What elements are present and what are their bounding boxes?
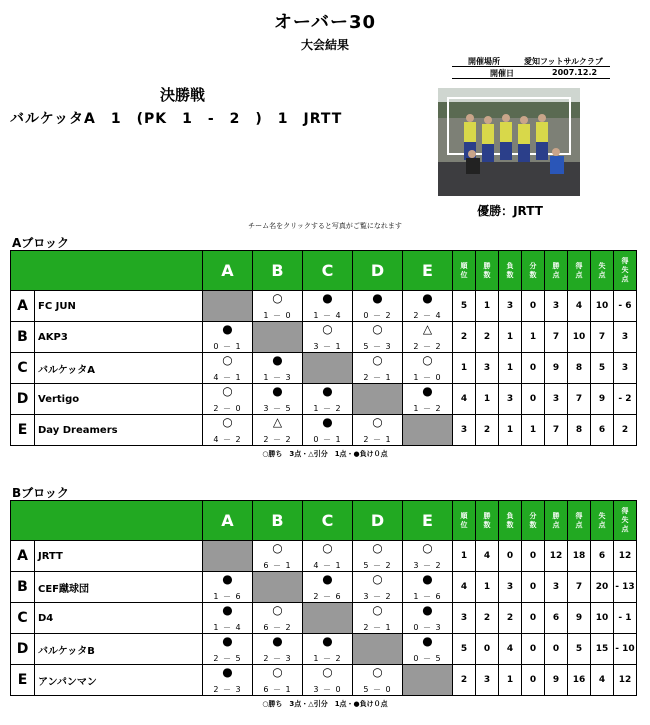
match-score: 1 － 2 bbox=[313, 404, 342, 413]
stat-value: 2 bbox=[453, 322, 476, 353]
header-blank bbox=[11, 501, 203, 541]
match-score: 3 － 2 bbox=[413, 561, 442, 570]
stat-value: 1 bbox=[476, 384, 499, 415]
match-score: 0 － 1 bbox=[213, 342, 242, 351]
stat-value: 3 bbox=[499, 384, 522, 415]
match-score: 2 － 3 bbox=[263, 654, 292, 663]
stat-value: 9 bbox=[545, 353, 568, 384]
stat-value: - 10 bbox=[614, 634, 637, 665]
stat-header: 勝 数 bbox=[476, 501, 499, 541]
result-mark: ○ bbox=[272, 291, 283, 305]
opponent-header: A bbox=[203, 501, 253, 541]
team-name-link[interactable]: バルケッタB bbox=[35, 634, 203, 665]
opponent-header: D bbox=[353, 251, 403, 291]
stat-value: 3 bbox=[453, 415, 476, 446]
match-result-cell bbox=[253, 603, 303, 634]
result-mark: ● bbox=[222, 572, 233, 586]
match-score: 2 － 2 bbox=[413, 342, 442, 351]
match-result-cell bbox=[253, 665, 303, 696]
stat-header: 順 位 bbox=[453, 501, 476, 541]
row-letter: B bbox=[11, 322, 35, 353]
stat-value: 1 bbox=[499, 353, 522, 384]
team-name-link[interactable]: Vertigo bbox=[35, 384, 203, 415]
stat-header: 勝 数 bbox=[476, 251, 499, 291]
match-score: 1 － 6 bbox=[213, 592, 242, 601]
table-row bbox=[11, 634, 637, 665]
stat-value: - 13 bbox=[614, 572, 637, 603]
match-result-cell bbox=[203, 384, 253, 415]
team-name-link[interactable]: Day Dreamers bbox=[35, 415, 203, 446]
match-score: 3 － 0 bbox=[313, 685, 342, 694]
table-header-row bbox=[11, 501, 637, 541]
result-mark: ○ bbox=[372, 415, 383, 429]
stat-value: 0 bbox=[522, 634, 545, 665]
table-row bbox=[11, 572, 637, 603]
stat-value: 1 bbox=[499, 665, 522, 696]
match-score: 2 － 0 bbox=[213, 404, 242, 413]
result-mark: ● bbox=[222, 634, 233, 648]
match-result-cell bbox=[353, 572, 403, 603]
result-mark: ○ bbox=[322, 541, 333, 555]
stat-value: 6 bbox=[591, 541, 614, 572]
team-name-link[interactable]: D4 bbox=[35, 603, 203, 634]
stat-value: 10 bbox=[568, 322, 591, 353]
match-result-cell bbox=[403, 353, 453, 384]
info-divider bbox=[452, 78, 610, 79]
self-match-cell bbox=[353, 634, 403, 665]
match-result-cell bbox=[403, 384, 453, 415]
match-score: 0 － 5 bbox=[413, 654, 442, 663]
result-mark: ○ bbox=[222, 415, 233, 429]
match-score: 2 － 3 bbox=[213, 685, 242, 694]
match-result-cell bbox=[403, 603, 453, 634]
match-score: 2 － 4 bbox=[413, 311, 442, 320]
stat-value: 1 bbox=[476, 572, 499, 603]
stat-value: 10 bbox=[591, 603, 614, 634]
result-mark: ● bbox=[322, 291, 333, 305]
match-result-cell bbox=[353, 665, 403, 696]
stat-value: 10 bbox=[591, 291, 614, 322]
result-mark: ● bbox=[372, 291, 383, 305]
match-result-cell bbox=[303, 634, 353, 665]
result-mark: ○ bbox=[422, 353, 433, 367]
self-match-cell bbox=[353, 384, 403, 415]
stat-value: 0 bbox=[522, 603, 545, 634]
row-letter: C bbox=[11, 603, 35, 634]
match-score: 2 － 1 bbox=[363, 435, 392, 444]
stat-value: 9 bbox=[545, 665, 568, 696]
result-mark: ● bbox=[422, 291, 433, 305]
venue-value: 愛知フットサルクラブ bbox=[524, 57, 603, 66]
stat-header: 失 点 bbox=[591, 501, 614, 541]
result-mark: ○ bbox=[372, 541, 383, 555]
match-score: 1 － 2 bbox=[413, 404, 442, 413]
stat-value: 3 bbox=[453, 603, 476, 634]
winner-team-photo[interactable] bbox=[438, 88, 580, 196]
stat-header: 勝 点 bbox=[545, 251, 568, 291]
match-score: 2 － 1 bbox=[363, 623, 392, 632]
stat-value: 0 bbox=[522, 384, 545, 415]
match-result-cell bbox=[203, 603, 253, 634]
stat-value: 12 bbox=[614, 541, 637, 572]
result-mark: ○ bbox=[422, 541, 433, 555]
match-result-cell bbox=[203, 665, 253, 696]
row-letter: A bbox=[11, 291, 35, 322]
result-mark: ○ bbox=[222, 353, 233, 367]
match-result-cell bbox=[403, 291, 453, 322]
table-row bbox=[11, 291, 637, 322]
legend-text: ○勝ち 3点・△引分 1点・●負け０点 bbox=[262, 700, 388, 708]
page-title: オーバー30 bbox=[273, 12, 377, 33]
result-mark: ○ bbox=[372, 603, 383, 617]
opponent-header: B bbox=[253, 251, 303, 291]
stat-value: 0 bbox=[545, 634, 568, 665]
match-score: 1 － 4 bbox=[313, 311, 342, 320]
result-mark: ○ bbox=[222, 384, 233, 398]
stat-value: 3 bbox=[545, 572, 568, 603]
match-score: 3 － 1 bbox=[313, 342, 342, 351]
stat-value: 0 bbox=[522, 572, 545, 603]
result-mark: △ bbox=[422, 322, 433, 336]
opponent-header: E bbox=[403, 251, 453, 291]
match-result-cell bbox=[303, 291, 353, 322]
stat-value: 3 bbox=[476, 353, 499, 384]
match-result-cell bbox=[353, 603, 403, 634]
match-result-cell bbox=[303, 384, 353, 415]
match-result-cell bbox=[303, 665, 353, 696]
row-letter: C bbox=[11, 353, 35, 384]
table-row bbox=[11, 415, 637, 446]
result-mark: ● bbox=[422, 384, 433, 398]
stat-value: 3 bbox=[614, 322, 637, 353]
block-title: Aブロック bbox=[12, 236, 70, 250]
stat-value: 0 bbox=[522, 291, 545, 322]
team-name-link[interactable]: JRTT bbox=[35, 541, 203, 572]
result-mark: △ bbox=[272, 415, 283, 429]
stat-value: 1 bbox=[522, 322, 545, 353]
info-divider bbox=[452, 66, 610, 67]
result-mark: ● bbox=[222, 665, 233, 679]
stat-value: 9 bbox=[591, 384, 614, 415]
result-mark: ○ bbox=[272, 603, 283, 617]
opponent-header: C bbox=[303, 251, 353, 291]
match-result-cell bbox=[303, 572, 353, 603]
match-result-cell bbox=[353, 541, 403, 572]
result-mark: ○ bbox=[272, 541, 283, 555]
match-result-cell bbox=[203, 353, 253, 384]
match-result-cell bbox=[353, 353, 403, 384]
stat-value: 1 bbox=[453, 541, 476, 572]
stat-value: 7 bbox=[591, 322, 614, 353]
match-result-cell bbox=[253, 415, 303, 446]
stat-value: 15 bbox=[591, 634, 614, 665]
match-score: 1 － 6 bbox=[413, 592, 442, 601]
match-score: 3 － 2 bbox=[363, 592, 392, 601]
self-match-cell bbox=[403, 415, 453, 446]
result-mark: ● bbox=[322, 634, 333, 648]
stat-value: 3 bbox=[614, 353, 637, 384]
stat-header: 得 失 点 bbox=[614, 501, 637, 541]
match-result-cell bbox=[253, 384, 303, 415]
team-name-link[interactable]: AKP3 bbox=[35, 322, 203, 353]
match-score: 2 － 2 bbox=[263, 435, 292, 444]
team-name-link[interactable]: CEF蹴球団 bbox=[35, 572, 203, 603]
match-score: 1 － 2 bbox=[313, 654, 342, 663]
block-title: Bブロック bbox=[12, 486, 69, 500]
block-standings-table bbox=[10, 500, 637, 696]
header-blank bbox=[11, 251, 203, 291]
match-score: 5 － 0 bbox=[363, 685, 392, 694]
self-match-cell bbox=[203, 541, 253, 572]
stat-value: 4 bbox=[453, 384, 476, 415]
stat-header: 得 点 bbox=[568, 251, 591, 291]
stat-value: 5 bbox=[453, 634, 476, 665]
row-letter: D bbox=[11, 634, 35, 665]
stat-value: 2 bbox=[614, 415, 637, 446]
match-result-cell bbox=[403, 322, 453, 353]
stat-value: 18 bbox=[568, 541, 591, 572]
result-mark: ● bbox=[272, 384, 283, 398]
stat-value: 8 bbox=[568, 415, 591, 446]
result-mark: ● bbox=[272, 353, 283, 367]
self-match-cell bbox=[403, 665, 453, 696]
stat-value: 4 bbox=[591, 665, 614, 696]
match-score: 0 － 3 bbox=[413, 623, 442, 632]
final-result: バルケッタA 1 (PK 1 - 2 ) 1 JRTT bbox=[10, 111, 343, 127]
result-mark: ● bbox=[322, 572, 333, 586]
match-score: 4 － 2 bbox=[213, 435, 242, 444]
result-mark: ○ bbox=[322, 665, 333, 679]
final-title: 決勝戦 bbox=[160, 86, 206, 104]
result-mark: ● bbox=[422, 572, 433, 586]
opponent-header: B bbox=[253, 501, 303, 541]
match-score: 5 － 2 bbox=[363, 561, 392, 570]
result-mark: ○ bbox=[322, 322, 333, 336]
stat-value: 2 bbox=[476, 603, 499, 634]
table-row bbox=[11, 353, 637, 384]
match-result-cell bbox=[403, 541, 453, 572]
block-standings-table bbox=[10, 250, 637, 446]
match-score: 0 － 2 bbox=[363, 311, 392, 320]
date-label: 開催日 bbox=[490, 69, 514, 78]
stat-value: - 1 bbox=[614, 603, 637, 634]
table-header-row bbox=[11, 251, 637, 291]
page-subtitle: 大会結果 bbox=[300, 38, 349, 52]
match-result-cell bbox=[253, 541, 303, 572]
match-result-cell bbox=[203, 322, 253, 353]
stat-value: 5 bbox=[568, 634, 591, 665]
result-mark: ● bbox=[422, 603, 433, 617]
stat-value: 7 bbox=[568, 384, 591, 415]
match-result-cell bbox=[203, 572, 253, 603]
match-result-cell bbox=[303, 415, 353, 446]
stat-value: 2 bbox=[476, 322, 499, 353]
row-letter: B bbox=[11, 572, 35, 603]
stat-value: 4 bbox=[453, 572, 476, 603]
match-result-cell bbox=[403, 634, 453, 665]
winner-label: 優勝：JRTT bbox=[477, 204, 543, 218]
row-letter: E bbox=[11, 415, 35, 446]
legend-text: ○勝ち 3点・△引分 1点・●負け０点 bbox=[262, 450, 388, 458]
match-result-cell bbox=[353, 322, 403, 353]
stat-header: 得 失 点 bbox=[614, 251, 637, 291]
match-score: 1 － 0 bbox=[413, 373, 442, 382]
match-score: 3 － 5 bbox=[263, 404, 292, 413]
stat-value: 9 bbox=[568, 603, 591, 634]
stat-value: 0 bbox=[499, 541, 522, 572]
self-match-cell bbox=[203, 291, 253, 322]
result-mark: ● bbox=[422, 634, 433, 648]
stat-value: 16 bbox=[568, 665, 591, 696]
result-mark: ○ bbox=[372, 322, 383, 336]
match-result-cell bbox=[353, 291, 403, 322]
stat-header: 失 点 bbox=[591, 251, 614, 291]
venue-label: 開催場所 bbox=[468, 57, 500, 66]
stat-value: 20 bbox=[591, 572, 614, 603]
stat-header: 勝 点 bbox=[545, 501, 568, 541]
match-score: 6 － 1 bbox=[263, 561, 292, 570]
stat-value: 2 bbox=[499, 603, 522, 634]
stat-value: 3 bbox=[499, 291, 522, 322]
stat-value: 1 bbox=[476, 291, 499, 322]
self-match-cell bbox=[253, 322, 303, 353]
match-score: 2 － 5 bbox=[213, 654, 242, 663]
row-letter: E bbox=[11, 665, 35, 696]
stat-value: 0 bbox=[476, 634, 499, 665]
match-result-cell bbox=[203, 634, 253, 665]
match-score: 6 － 1 bbox=[263, 685, 292, 694]
row-letter: D bbox=[11, 384, 35, 415]
result-mark: ○ bbox=[372, 353, 383, 367]
match-result-cell bbox=[253, 634, 303, 665]
match-result-cell bbox=[303, 322, 353, 353]
team-name-link[interactable]: アンパンマン bbox=[35, 665, 203, 696]
row-letter: A bbox=[11, 541, 35, 572]
match-score: 0 － 1 bbox=[313, 435, 342, 444]
opponent-header: E bbox=[403, 501, 453, 541]
stat-value: 3 bbox=[545, 384, 568, 415]
stat-value: 1 bbox=[499, 415, 522, 446]
self-match-cell bbox=[303, 603, 353, 634]
stat-value: 4 bbox=[476, 541, 499, 572]
match-score: 1 － 0 bbox=[263, 311, 292, 320]
match-result-cell bbox=[303, 541, 353, 572]
match-score: 1 － 4 bbox=[213, 623, 242, 632]
stat-value: 3 bbox=[545, 291, 568, 322]
result-mark: ● bbox=[272, 634, 283, 648]
opponent-header: D bbox=[353, 501, 403, 541]
stat-value: 5 bbox=[591, 353, 614, 384]
result-mark: ● bbox=[222, 603, 233, 617]
stat-value: 8 bbox=[568, 353, 591, 384]
table-row bbox=[11, 665, 637, 696]
stat-header: 順 位 bbox=[453, 251, 476, 291]
stat-value: 0 bbox=[522, 665, 545, 696]
stat-value: 1 bbox=[522, 415, 545, 446]
stat-value: 2 bbox=[476, 415, 499, 446]
stat-value: - 2 bbox=[614, 384, 637, 415]
stat-header: 分 数 bbox=[522, 251, 545, 291]
stat-value: - 6 bbox=[614, 291, 637, 322]
result-mark: ● bbox=[322, 384, 333, 398]
match-result-cell bbox=[253, 353, 303, 384]
stat-value: 1 bbox=[453, 353, 476, 384]
stat-header: 負 数 bbox=[499, 501, 522, 541]
stat-value: 7 bbox=[545, 415, 568, 446]
table-row bbox=[11, 541, 637, 572]
team-name-link[interactable]: バルケッタA bbox=[35, 353, 203, 384]
stat-header: 分 数 bbox=[522, 501, 545, 541]
match-score: 5 － 3 bbox=[363, 342, 392, 351]
result-mark: ● bbox=[322, 415, 333, 429]
match-score: 4 － 1 bbox=[213, 373, 242, 382]
match-score: 2 － 6 bbox=[313, 592, 342, 601]
opponent-header: C bbox=[303, 501, 353, 541]
result-mark: ○ bbox=[272, 665, 283, 679]
stat-header: 得 点 bbox=[568, 501, 591, 541]
result-mark: ○ bbox=[372, 665, 383, 679]
table-row bbox=[11, 603, 637, 634]
stat-value: 0 bbox=[522, 541, 545, 572]
date-value: 2007.12.2 bbox=[552, 68, 598, 77]
stat-value: 6 bbox=[591, 415, 614, 446]
stat-value: 3 bbox=[499, 572, 522, 603]
result-mark: ● bbox=[222, 322, 233, 336]
match-result-cell bbox=[203, 415, 253, 446]
stat-value: 7 bbox=[568, 572, 591, 603]
result-mark: ○ bbox=[372, 572, 383, 586]
match-score: 4 － 1 bbox=[313, 561, 342, 570]
stat-value: 12 bbox=[545, 541, 568, 572]
self-match-cell bbox=[253, 572, 303, 603]
match-score: 6 － 2 bbox=[263, 623, 292, 632]
stat-value: 4 bbox=[499, 634, 522, 665]
match-result-cell bbox=[253, 291, 303, 322]
stat-value: 7 bbox=[545, 322, 568, 353]
match-result-cell bbox=[403, 572, 453, 603]
stat-value: 0 bbox=[522, 353, 545, 384]
match-result-cell bbox=[353, 415, 403, 446]
stat-value: 2 bbox=[453, 665, 476, 696]
stat-value: 5 bbox=[453, 291, 476, 322]
photo-notice: チーム名をクリックすると写真がご覧になれます bbox=[248, 222, 402, 230]
stat-value: 12 bbox=[614, 665, 637, 696]
stat-value: 4 bbox=[568, 291, 591, 322]
stat-value: 3 bbox=[476, 665, 499, 696]
self-match-cell bbox=[303, 353, 353, 384]
team-name-link[interactable]: FC JUN bbox=[35, 291, 203, 322]
table-row bbox=[11, 322, 637, 353]
match-score: 2 － 1 bbox=[363, 373, 392, 382]
stat-value: 1 bbox=[499, 322, 522, 353]
opponent-header: A bbox=[203, 251, 253, 291]
stat-header: 負 数 bbox=[499, 251, 522, 291]
table-row bbox=[11, 384, 637, 415]
match-score: 1 － 3 bbox=[263, 373, 292, 382]
stat-value: 6 bbox=[545, 603, 568, 634]
